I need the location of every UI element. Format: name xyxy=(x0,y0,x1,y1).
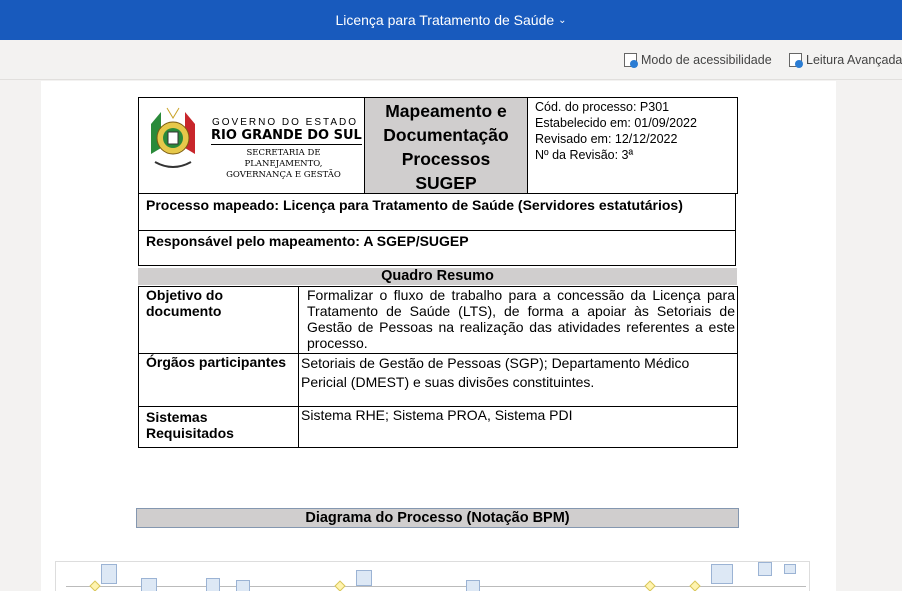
immersive-reader-button[interactable] xyxy=(789,53,902,67)
document-title[interactable]: Licença para Tratamento de Saúde xyxy=(335,12,555,28)
title-line: Mapeamento e xyxy=(385,101,507,121)
immersive-reader-icon xyxy=(789,53,802,67)
table-row xyxy=(139,407,738,448)
established-date: Estabelecido em: 01/09/2022 xyxy=(535,116,697,130)
logo-line: RIO GRANDE DO SUL xyxy=(211,128,362,143)
process-metadata xyxy=(535,99,697,163)
row-value: Formalizar o fluxo de trabalho para a concessão da Licença para Tratamento de Saúde (LTS), de forma a apoiar às Setoriais de Gestão de Pessoas na realização das atividades referentes a este processo. xyxy=(299,287,738,354)
table-row xyxy=(139,354,738,407)
process-code: Cód. do processo: P301 xyxy=(535,100,670,114)
logo-line: GOVERNO DO ESTADO xyxy=(212,117,359,128)
row-value: Setoriais de Gestão de Pessoas (SGP); Departamento Médico Pericial (DMEST) e suas divisões constituintes. xyxy=(299,354,738,407)
accessibility-mode-label: Modo de acessibilidade xyxy=(641,53,772,67)
government-logo xyxy=(139,98,364,193)
logo-line: GOVERNANÇA E GESTÃO xyxy=(226,170,341,180)
document-title-bar[interactable] xyxy=(0,0,902,40)
title-line: Processos xyxy=(401,149,491,169)
revision-number: Nº da Revisão: 3ª xyxy=(535,148,634,162)
accessibility-icon xyxy=(624,53,637,67)
logo-subtitle xyxy=(211,148,356,181)
row-value: Sistema RHE; Sistema PROA, Sistema PDI xyxy=(299,407,738,448)
document-title-block xyxy=(364,98,528,193)
row-key: Sistemas Requisitados xyxy=(139,407,299,448)
revised-date: Revisado em: 12/12/2022 xyxy=(535,132,678,146)
diagram-title: Diagrama do Processo (Notação BPM) xyxy=(136,508,739,528)
title-line: SUGEP xyxy=(415,173,477,193)
row-key: Órgãos participantes xyxy=(139,354,299,407)
bpmn-diagram xyxy=(55,561,810,591)
toolbar xyxy=(0,40,902,80)
accessibility-mode-button[interactable] xyxy=(624,53,772,67)
document-header xyxy=(138,97,738,194)
title-line: Documentação xyxy=(383,125,509,145)
chevron-down-icon[interactable]: ⌄ xyxy=(558,14,567,26)
summary-title: Quadro Resumo xyxy=(138,268,737,285)
immersive-reader-label: Leitura Avançada xyxy=(806,53,902,67)
logo-line: SECRETARIA DE PLANEJAMENTO, xyxy=(244,148,323,169)
table-row xyxy=(139,287,738,354)
mapped-process: Processo mapeado: Licença para Tratamento de Saúde (Servidores estatutários) xyxy=(138,194,736,231)
mapping-responsible: Responsável pelo mapeamento: A SGEP/SUGEP xyxy=(138,231,736,266)
summary-table xyxy=(138,286,738,448)
coat-of-arms-icon xyxy=(147,104,199,176)
row-key: Objetivo do documento xyxy=(139,287,299,354)
